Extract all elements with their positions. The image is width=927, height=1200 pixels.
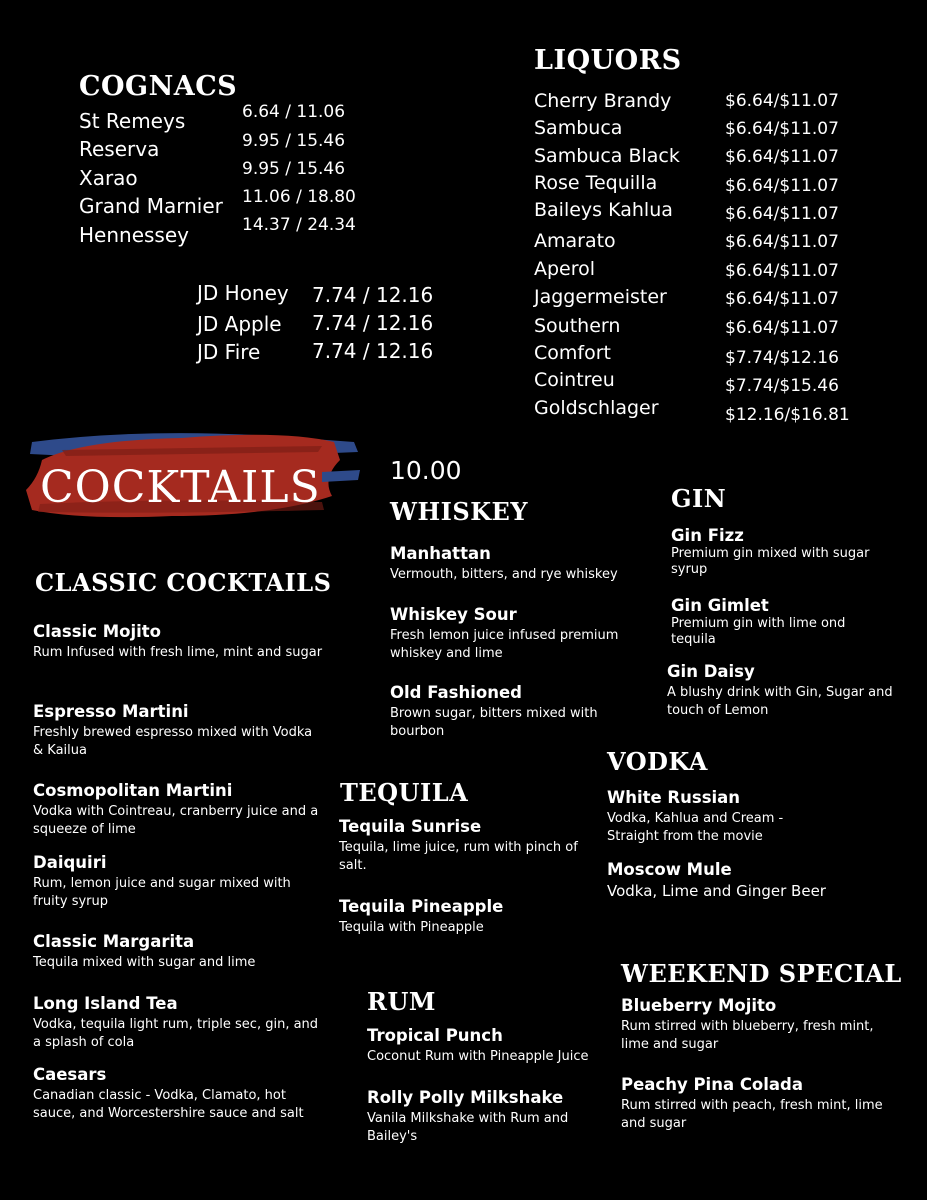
cognac-price: 9.95 / 15.46 bbox=[242, 131, 346, 151]
drink-name: Espresso Martini bbox=[33, 702, 189, 721]
drink-item bbox=[367, 1088, 597, 1146]
drink-desc: Premium gin with lime ond tequila bbox=[671, 616, 846, 647]
weekend-special-heading: WEEKEND SPECIAL bbox=[621, 959, 902, 988]
liquor-name: Jaggermeister bbox=[534, 286, 667, 308]
drink-item bbox=[33, 702, 323, 760]
drink-name: Moscow Mule bbox=[607, 860, 732, 879]
drink-desc: Canadian classic - Vodka, Clamato, hot sauce, and Worcestershire sauce and salt bbox=[33, 1088, 304, 1121]
jd-price: 7.74 / 12.16 bbox=[312, 283, 434, 307]
drink-desc: Tequila mixed with sugar and lime bbox=[33, 955, 256, 970]
drink-item bbox=[390, 683, 620, 741]
drink-item bbox=[33, 1065, 323, 1123]
liquor-price: $12.16/$16.81 bbox=[725, 405, 850, 425]
vodka-heading: VODKA bbox=[607, 747, 708, 776]
drink-name: Tropical Punch bbox=[367, 1026, 503, 1045]
drink-item bbox=[390, 605, 635, 663]
drink-name: Blueberry Mojito bbox=[621, 996, 777, 1015]
drink-name: Peachy Pina Colada bbox=[621, 1075, 803, 1094]
cognac-price: 6.64 / 11.06 bbox=[242, 102, 346, 122]
cognac-name: Grand Marnier bbox=[79, 194, 223, 218]
liquor-name: Rose Tequilla bbox=[534, 172, 658, 194]
drink-desc: Tequila with Pineapple bbox=[339, 920, 484, 935]
liquor-name: Goldschlager bbox=[534, 397, 659, 419]
drink-name: Caesars bbox=[33, 1065, 107, 1084]
cognacs-heading: COGNACS bbox=[79, 71, 238, 102]
drink-name: Manhattan bbox=[390, 544, 491, 563]
drink-desc: Tequila, lime juice, rum with pinch of salt. bbox=[339, 840, 578, 873]
drink-desc: Vanila Milkshake with Rum and Bailey's bbox=[367, 1111, 569, 1144]
drink-desc: Brown sugar, bitters mixed with bourbon bbox=[390, 706, 598, 739]
drink-item bbox=[671, 526, 896, 578]
classic-cocktails-heading: CLASSIC COCKTAILS bbox=[35, 568, 332, 597]
liquor-name: Southern bbox=[534, 315, 621, 337]
drink-item bbox=[33, 994, 323, 1052]
liquor-name: Baileys Kahlua bbox=[534, 199, 673, 221]
drink-item bbox=[621, 1075, 891, 1133]
drink-item bbox=[367, 1026, 612, 1066]
liquor-price: $6.64/$11.07 bbox=[725, 147, 839, 167]
liquor-name: Cointreu bbox=[534, 369, 615, 391]
drink-name: White Russian bbox=[607, 788, 741, 807]
drink-item bbox=[607, 788, 832, 846]
jd-price: 7.74 / 12.16 bbox=[312, 311, 434, 335]
drink-item bbox=[667, 662, 912, 720]
jd-name: JD Apple bbox=[197, 312, 282, 336]
drink-item bbox=[671, 596, 886, 648]
drink-desc: Premium gin mixed with sugar syrup bbox=[671, 546, 870, 577]
drink-desc: A blushy drink with Gin, Sugar and touch of Lemon bbox=[667, 685, 893, 718]
liquor-name: Aperol bbox=[534, 258, 596, 280]
drink-desc: Rum stirred with peach, fresh mint, lime and sugar bbox=[621, 1098, 883, 1131]
drink-desc: Vermouth, bitters, and rye whiskey bbox=[390, 567, 618, 582]
drink-item bbox=[33, 853, 323, 911]
drink-name: Gin Gimlet bbox=[671, 596, 769, 615]
drink-desc: Vodka, tequila light rum, triple sec, gin, and a splash of cola bbox=[33, 1017, 319, 1050]
liquors-heading: LIQUORS bbox=[534, 45, 682, 76]
cognac-price: 14.37 / 24.34 bbox=[242, 215, 356, 235]
drink-item bbox=[33, 781, 323, 839]
liquor-name: Sambuca Black bbox=[534, 145, 680, 167]
tequila-heading: TEQUILA bbox=[340, 778, 469, 807]
liquor-price: $6.64/$11.07 bbox=[725, 232, 839, 252]
drink-item bbox=[33, 622, 323, 662]
liquor-price: $6.64/$11.07 bbox=[725, 91, 839, 111]
cognac-price: 11.06 / 18.80 bbox=[242, 187, 356, 207]
drink-desc: Rum, lemon juice and sugar mixed with fruity syrup bbox=[33, 876, 291, 909]
rum-heading: RUM bbox=[367, 987, 436, 1016]
drink-item bbox=[339, 897, 584, 937]
cognac-name: Hennessey bbox=[79, 223, 189, 247]
drink-desc: Freshly brewed espresso mixed with Vodka & Kailua bbox=[33, 725, 313, 758]
liquor-price: $6.64/$11.07 bbox=[725, 176, 839, 196]
drink-name: Rolly Polly Milkshake bbox=[367, 1088, 564, 1107]
cocktails-banner-title: COCKTAILS bbox=[40, 462, 321, 513]
liquor-name: Comfort bbox=[534, 342, 611, 364]
liquor-price: $6.64/$11.07 bbox=[725, 204, 839, 224]
whiskey-heading: WHISKEY bbox=[390, 497, 528, 526]
drink-desc: Fresh lemon juice infused premium whiskey and lime bbox=[390, 628, 619, 661]
drink-name: Gin Fizz bbox=[671, 526, 744, 545]
drink-name: Classic Mojito bbox=[33, 622, 162, 641]
drink-name: Daiquiri bbox=[33, 853, 107, 872]
liquor-name: Amarato bbox=[534, 230, 616, 252]
jd-price: 7.74 / 12.16 bbox=[312, 339, 434, 363]
drink-desc: Rum Infused with fresh lime, mint and sugar bbox=[33, 645, 323, 660]
drink-item bbox=[621, 996, 891, 1054]
drink-name: Gin Daisy bbox=[667, 662, 755, 681]
drink-name: Cosmopolitan Martini bbox=[33, 781, 233, 800]
cognac-name: Reserva bbox=[79, 137, 160, 161]
drink-name: Long Island Tea bbox=[33, 994, 178, 1013]
liquor-price: $7.74/$12.16 bbox=[725, 348, 839, 368]
drink-name: Classic Margarita bbox=[33, 932, 195, 951]
drink-item bbox=[390, 544, 635, 584]
drink-desc: Coconut Rum with Pineapple Juice bbox=[367, 1049, 589, 1064]
drink-name: Old Fashioned bbox=[390, 683, 522, 702]
gin-heading: GIN bbox=[671, 484, 727, 513]
liquor-price: $6.64/$11.07 bbox=[725, 289, 839, 309]
jd-name: JD Fire bbox=[197, 340, 261, 364]
liquor-price: $6.64/$11.07 bbox=[725, 318, 839, 338]
liquor-price: $6.64/$11.07 bbox=[725, 261, 839, 281]
drink-desc: Vodka, Lime and Ginger Beer bbox=[607, 882, 826, 900]
liquor-price: $7.74/$15.46 bbox=[725, 376, 839, 396]
cocktail-price: 10.00 bbox=[390, 456, 462, 485]
drink-item bbox=[339, 817, 584, 875]
drink-name: Whiskey Sour bbox=[390, 605, 517, 624]
cognac-price: 9.95 / 15.46 bbox=[242, 159, 346, 179]
drink-name: Tequila Sunrise bbox=[339, 817, 482, 836]
liquor-price: $6.64/$11.07 bbox=[725, 119, 839, 139]
cognac-name: Xarao bbox=[79, 166, 138, 190]
drink-name: Tequila Pineapple bbox=[339, 897, 504, 916]
jd-name: JD Honey bbox=[197, 281, 289, 305]
drink-desc: Vodka with Cointreau, cranberry juice and a squeeze of lime bbox=[33, 804, 319, 837]
drink-item bbox=[33, 932, 323, 972]
liquor-name: Sambuca bbox=[534, 117, 623, 139]
liquor-name: Cherry Brandy bbox=[534, 90, 672, 112]
cognac-name: St Remeys bbox=[79, 109, 186, 133]
drink-item bbox=[607, 860, 867, 900]
drink-desc: Vodka, Kahlua and Cream - Straight from the movie bbox=[607, 811, 784, 844]
drink-desc: Rum stirred with blueberry, fresh mint, lime and sugar bbox=[621, 1019, 874, 1052]
